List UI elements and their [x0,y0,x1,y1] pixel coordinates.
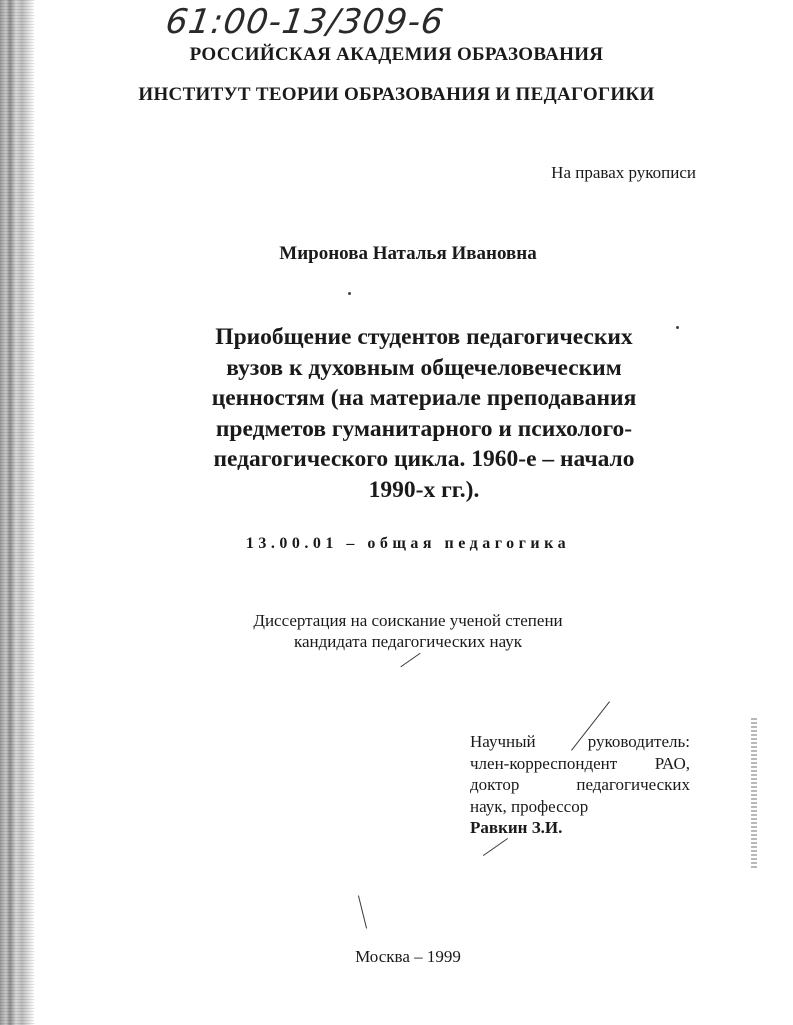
pen-stroke [400,653,420,668]
title-line: педагогического цикла. 1960-е – начало [213,446,635,472]
dissertation-title [168,322,680,505]
title-line: Приобщение студентов педагогических [215,324,633,350]
author-name: Миронова Наталья Ивановна [279,243,537,264]
supervisor-text: педагогических [576,775,690,794]
scan-binding-edge [0,0,34,1025]
scan-speck [676,326,679,329]
supervisor-text: член-корреспондент [470,753,618,773]
pen-stroke [483,838,508,856]
scan-speck [348,292,351,295]
supervisor-text: руководитель: [587,732,690,751]
institute-name: ИНСТИТУТ ТЕОРИИ ОБРАЗОВАНИЯ И ПЕДАГОГИКИ [138,84,655,105]
supervisor-line [470,774,690,796]
supervisor-text: Научный [470,732,536,751]
degree-line: Диссертация на соискание ученой степени [253,611,563,630]
city-year: Москва – 1999 [355,947,461,966]
scan-artifact [751,718,757,868]
supervisor-name: Равкин З.И. [470,818,563,837]
supervisor-line [470,731,690,753]
degree-statement [0,610,793,652]
title-line: ценностям (на материале преподавания [211,385,637,411]
manuscript-rights-note: На правах рукописи [551,163,696,182]
supervisor-text: РАО, [654,753,690,773]
supervisor-line [470,753,690,775]
supervisor-text: наук, профессор [470,796,589,816]
pen-stroke [358,895,367,928]
title-line: предметов гуманитарного и психолого- [215,415,633,442]
supervisor-block [470,731,690,839]
organization-name: РОССИЙСКАЯ АКАДЕМИЯ ОБРАЗОВАНИЯ [189,44,604,65]
specialty-code: 13.00.01 – общая педагогика [245,535,571,552]
title-line: вузов к духовным общечеловеческим [226,354,622,381]
handwritten-archive-code: 61:00-13/309-6 [163,2,447,42]
degree-line: кандидата педагогических наук [293,632,523,651]
title-line: 1990-х гг.). [368,476,480,503]
supervisor-text: доктор [470,775,520,794]
